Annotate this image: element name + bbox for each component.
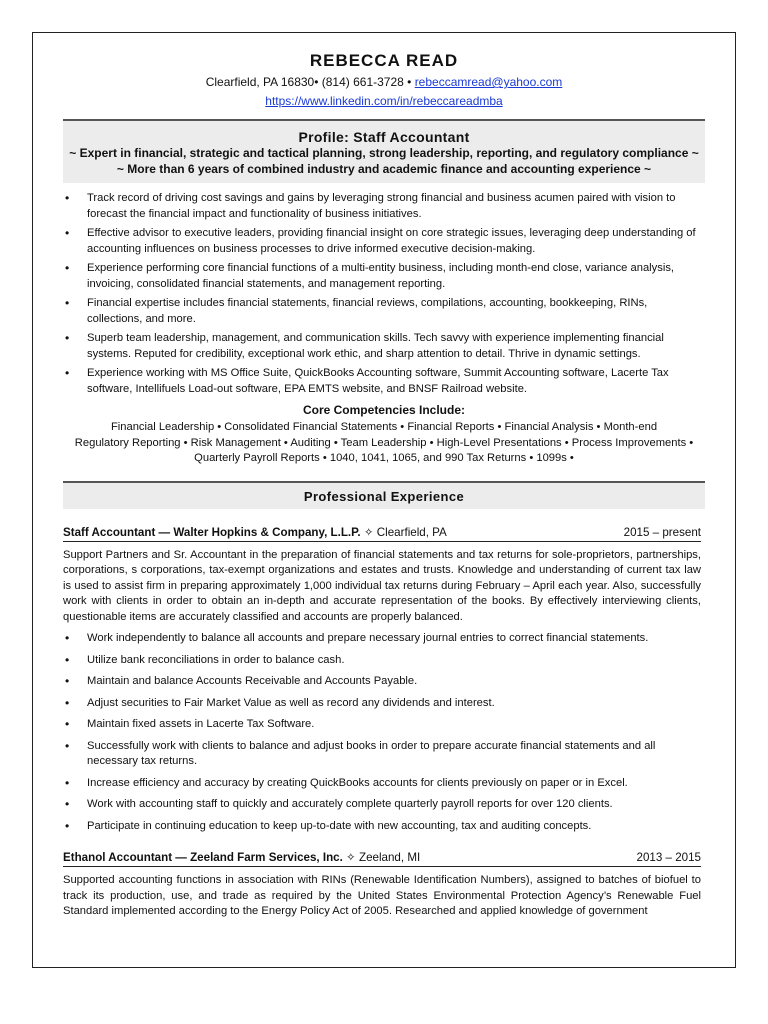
profile-box <box>63 119 705 183</box>
job-bullet-list <box>63 631 701 834</box>
job-header <box>63 850 701 867</box>
core-competencies-title: Core Competencies Include: <box>302 403 466 417</box>
profile-bullet: • Experience performing core financial functions of a multi-entity business, including month-end close, variance analysis, invoicing, consolidated financial statements, and management reporting. <box>63 261 701 292</box>
address-phone: Clearfield, PA 16830• (814) 661-3728 • <box>205 75 415 89</box>
profile-bullet: • Financial expertise includes financial statements, financial reviews, compilations, accounting, bookkeeping, RINs, collections, and more. <box>63 296 701 327</box>
profile-bullet: • Superb team leadership, management, and communication skills. Tech savvy with experience implementing financial systems. Reputed for credibility, exceptional work ethic, and sharp attention to detail. Thrive in dynamic settings. <box>63 331 701 362</box>
job-header <box>63 525 701 542</box>
profile-tagline-1: ~ Expert in financial, strategic and tactical planning, strong leadership, reporting, and regulatory compliance ~ <box>69 146 699 160</box>
job-bullet: • Maintain and balance Accounts Receivable and Accounts Payable. <box>63 674 701 690</box>
job-dates: 2015 – present <box>623 525 701 539</box>
profile-bullet: • Experience working with MS Office Suite, QuickBooks Accounting software, Summit Accounting software, Lacerte Tax software, Intellifuels Load-out software, EPA EMTS website, and BNSF Railroad website. <box>63 366 701 397</box>
job-bullet: • Work with accounting staff to quickly and accurately complete quarterly payroll reports for over 120 clients. <box>63 797 701 813</box>
profile-bullet-list <box>63 191 701 397</box>
job-bullet: • Maintain fixed assets in Lacerte Tax Software. <box>63 717 701 733</box>
candidate-name: REBECCA READ <box>309 51 459 70</box>
email-link[interactable]: rebeccamread@yahoo.com <box>414 75 563 89</box>
job-title: Staff Accountant — Walter Hopkins & Company, L.L.P. <box>63 525 364 539</box>
job-bullet: • Adjust securities to Fair Market Value as well as record any dividends and interest. <box>63 696 701 712</box>
profile-tagline-2: ~ More than 6 years of combined industry and academic finance and accounting experience ~ <box>116 162 652 176</box>
job-location: ✧ Clearfield, PA <box>363 525 447 539</box>
profile-bullet: • Track record of driving cost savings and gains by leveraging strong financial and business acumen paired with vision to forecast the financial impact and functionality of business initiatives. <box>63 191 701 222</box>
linkedin-line <box>33 93 735 109</box>
profile-title: Profile: Staff Accountant <box>298 129 470 145</box>
resume-header <box>33 51 735 109</box>
job-description: Support Partners and Sr. Accountant in the preparation of financial statements and tax returns for sole-proprietors, partnerships, corporations, s corporations, tax-exempt organizations and estates and trusts. Knowledge and understanding of current tax law is used to assist firm in preparing approximately 1,000 individual tax returns during February – April each year. Also, successfully work with clients in order to obtain an in-depth and accurate representation of the books. By effectively interviewing clients, questionable items are accurately classified and accounts are properly balanced. <box>63 548 701 623</box>
profile-bullet: • Effective advisor to executive leaders, providing financial insight on core strategic issues, leveraging deep understanding of accounting influences on business processes to drive informed executive decision-making. <box>63 226 701 257</box>
core-competencies-list <box>33 420 735 467</box>
job-title-line <box>63 850 420 864</box>
contact-line <box>33 74 735 90</box>
experience-section-title: Professional Experience <box>63 481 705 509</box>
job-bullet: • Successfully work with clients to balance and adjust books in order to prepare accurate financial statements and all necessary tax returns. <box>63 739 701 770</box>
job-location: ✧ Zeeland, MI <box>346 851 421 864</box>
job-title-line <box>63 525 447 539</box>
linkedin-link[interactable]: https://www.linkedin.com/in/rebeccareadmba <box>265 94 503 108</box>
resume-page <box>32 32 736 968</box>
job-bullet: • Work independently to balance all accounts and prepare necessary journal entries to correct financial statements. <box>63 631 701 647</box>
job-bullet: • Participate in continuing education to keep up-to-date with new accounting, tax and auditing concepts. <box>63 819 701 835</box>
job-dates: 2013 – 2015 <box>636 851 701 864</box>
job-description: Supported accounting functions in association with RINs (Renewable Identification Numbers), assigned to batches of biofuel to track its production, use, and trade as required by the United States Environmental Protection Agency’s Renewable Fuel Standard implemented according to the Energy Policy Act of 2005. Researched and applied knowledge of government <box>63 874 701 917</box>
core-line: Quarterly Payroll Reports • 1040, 1041, 1065, and 990 Tax Returns • 1099s • <box>194 452 574 464</box>
job-title: Ethanol Accountant — Zeeland Farm Services, Inc. <box>63 851 347 864</box>
core-line: Financial Leadership • Consolidated Financial Statements • Financial Reports • Financial Analysis • Month-end <box>110 421 658 433</box>
job-bullet: • Increase efficiency and accuracy by creating QuickBooks accounts for clients previously on paper or in Excel. <box>63 776 701 792</box>
core-line: Regulatory Reporting • Risk Management • Auditing • Team Leadership • High-Level Presentations • Process Improvements • <box>74 436 694 449</box>
job-bullet: • Utilize bank reconciliations in order to balance cash. <box>63 653 701 669</box>
